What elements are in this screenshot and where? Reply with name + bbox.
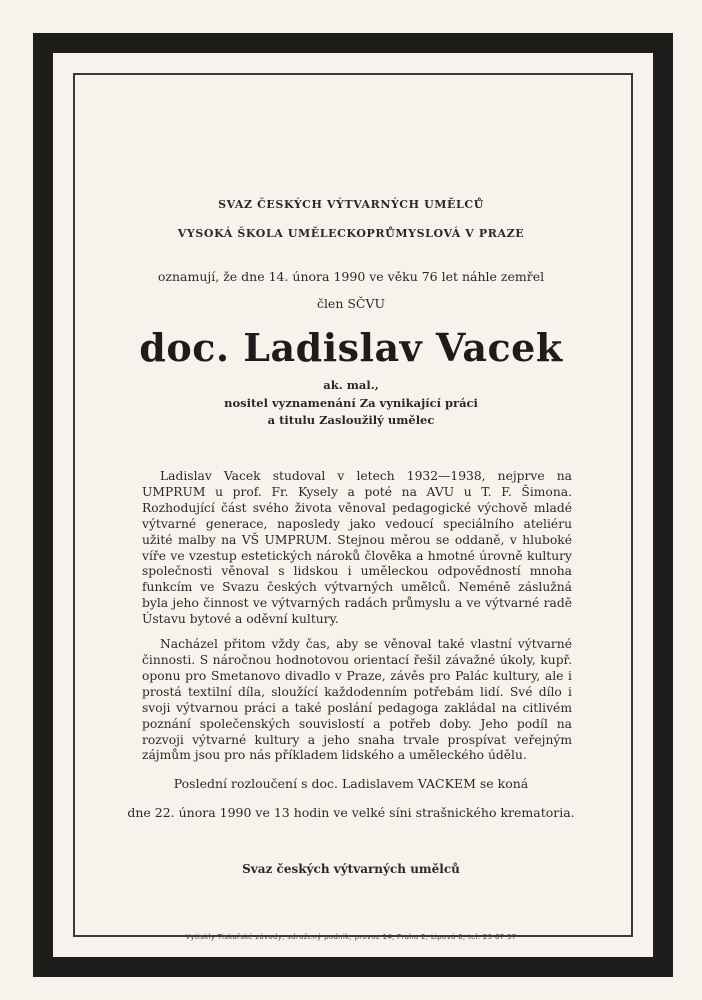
announcement-line: oznamují, že dne 14. února 1990 ve věku 76 let náhle zemřel xyxy=(157,269,545,284)
organization-name-2: VYSOKÁ ŠKOLA UMĚLECKOPRŮMYSLOVÁ V PRAZE xyxy=(177,227,525,240)
biography-paragraph: Nacházel přitom vždy čas, aby se věnoval také vlastní výtvarné činnosti. S náročnou hodnotovou orientací řešil závažné úkoly, kupř. oponu pro Smetanovo divadlo v Praze, závěs pro Palác kultury, ale i prostá textilní díla, sloužící každodenním potřebám lidí. Své dílo i svoji výtvarnou práci a také poslání pedagoga zakládal na citlivém poznání společenských souvislostí a potřeb doby. Jeho podíl na rozvoji výtvarné kultury a jeho snaha trvale prospívat veřejným zájmům jsou pro nás příkladem lidského a uměleckého údělu. xyxy=(142,637,572,763)
biography-text xyxy=(142,469,572,764)
funeral-date-place: dne 22. února 1990 ve 13 hodin ve velké síni strašnického krematoria. xyxy=(127,805,575,820)
funeral-announcement: Poslední rozloučení s doc. Ladislavem VACKEM se koná xyxy=(173,776,529,791)
academic-title: ak. mal., xyxy=(323,378,379,392)
deceased-name: doc. Ladislav Vacek xyxy=(139,325,563,370)
award-line: nositel vyznamenání Za vynikající práci xyxy=(224,396,478,410)
organization-name-1: SVAZ ČESKÝCH VÝTVARNÝCH UMĚLCŮ xyxy=(218,198,484,211)
membership-line: člen SČVU xyxy=(316,296,386,311)
honorary-title-line: a titulu Zasloužilý umělec xyxy=(267,413,435,427)
signature: Svaz českých výtvarných umělců xyxy=(242,862,460,876)
biography-paragraph: Ladislav Vacek studoval v letech 1932—1938, nejprve na UMPRUM u prof. Fr. Kysely a poté na AVU u T. F. Šimona. Rozhodující část svého života věnoval pedagogické výchově mladé výtvarné generace, naposledy jako vedoucí speciálního ateliéru užité malby na VŠ UMPRUM. Stejnou měrou se oddaně, v hluboké víře ve vzestup estetických nároků člověka a hmotné úrovně kultury společnosti věnoval s lidskou i uměleckou odpovědností mnoha funkcím ve Svazu českých výtvarných umělců. Neméně záslužná byla jeho činnost ve výtvarných radách průmyslu a ve výtvarné radě Ústavu bytové a oděvní kultury. xyxy=(142,469,572,627)
printer-imprint: Vytiskly Tiskařské závody, sdružený podnik, provoz 14, Praha 2, Lipová 6, tel. 29 67 97 xyxy=(185,933,517,941)
